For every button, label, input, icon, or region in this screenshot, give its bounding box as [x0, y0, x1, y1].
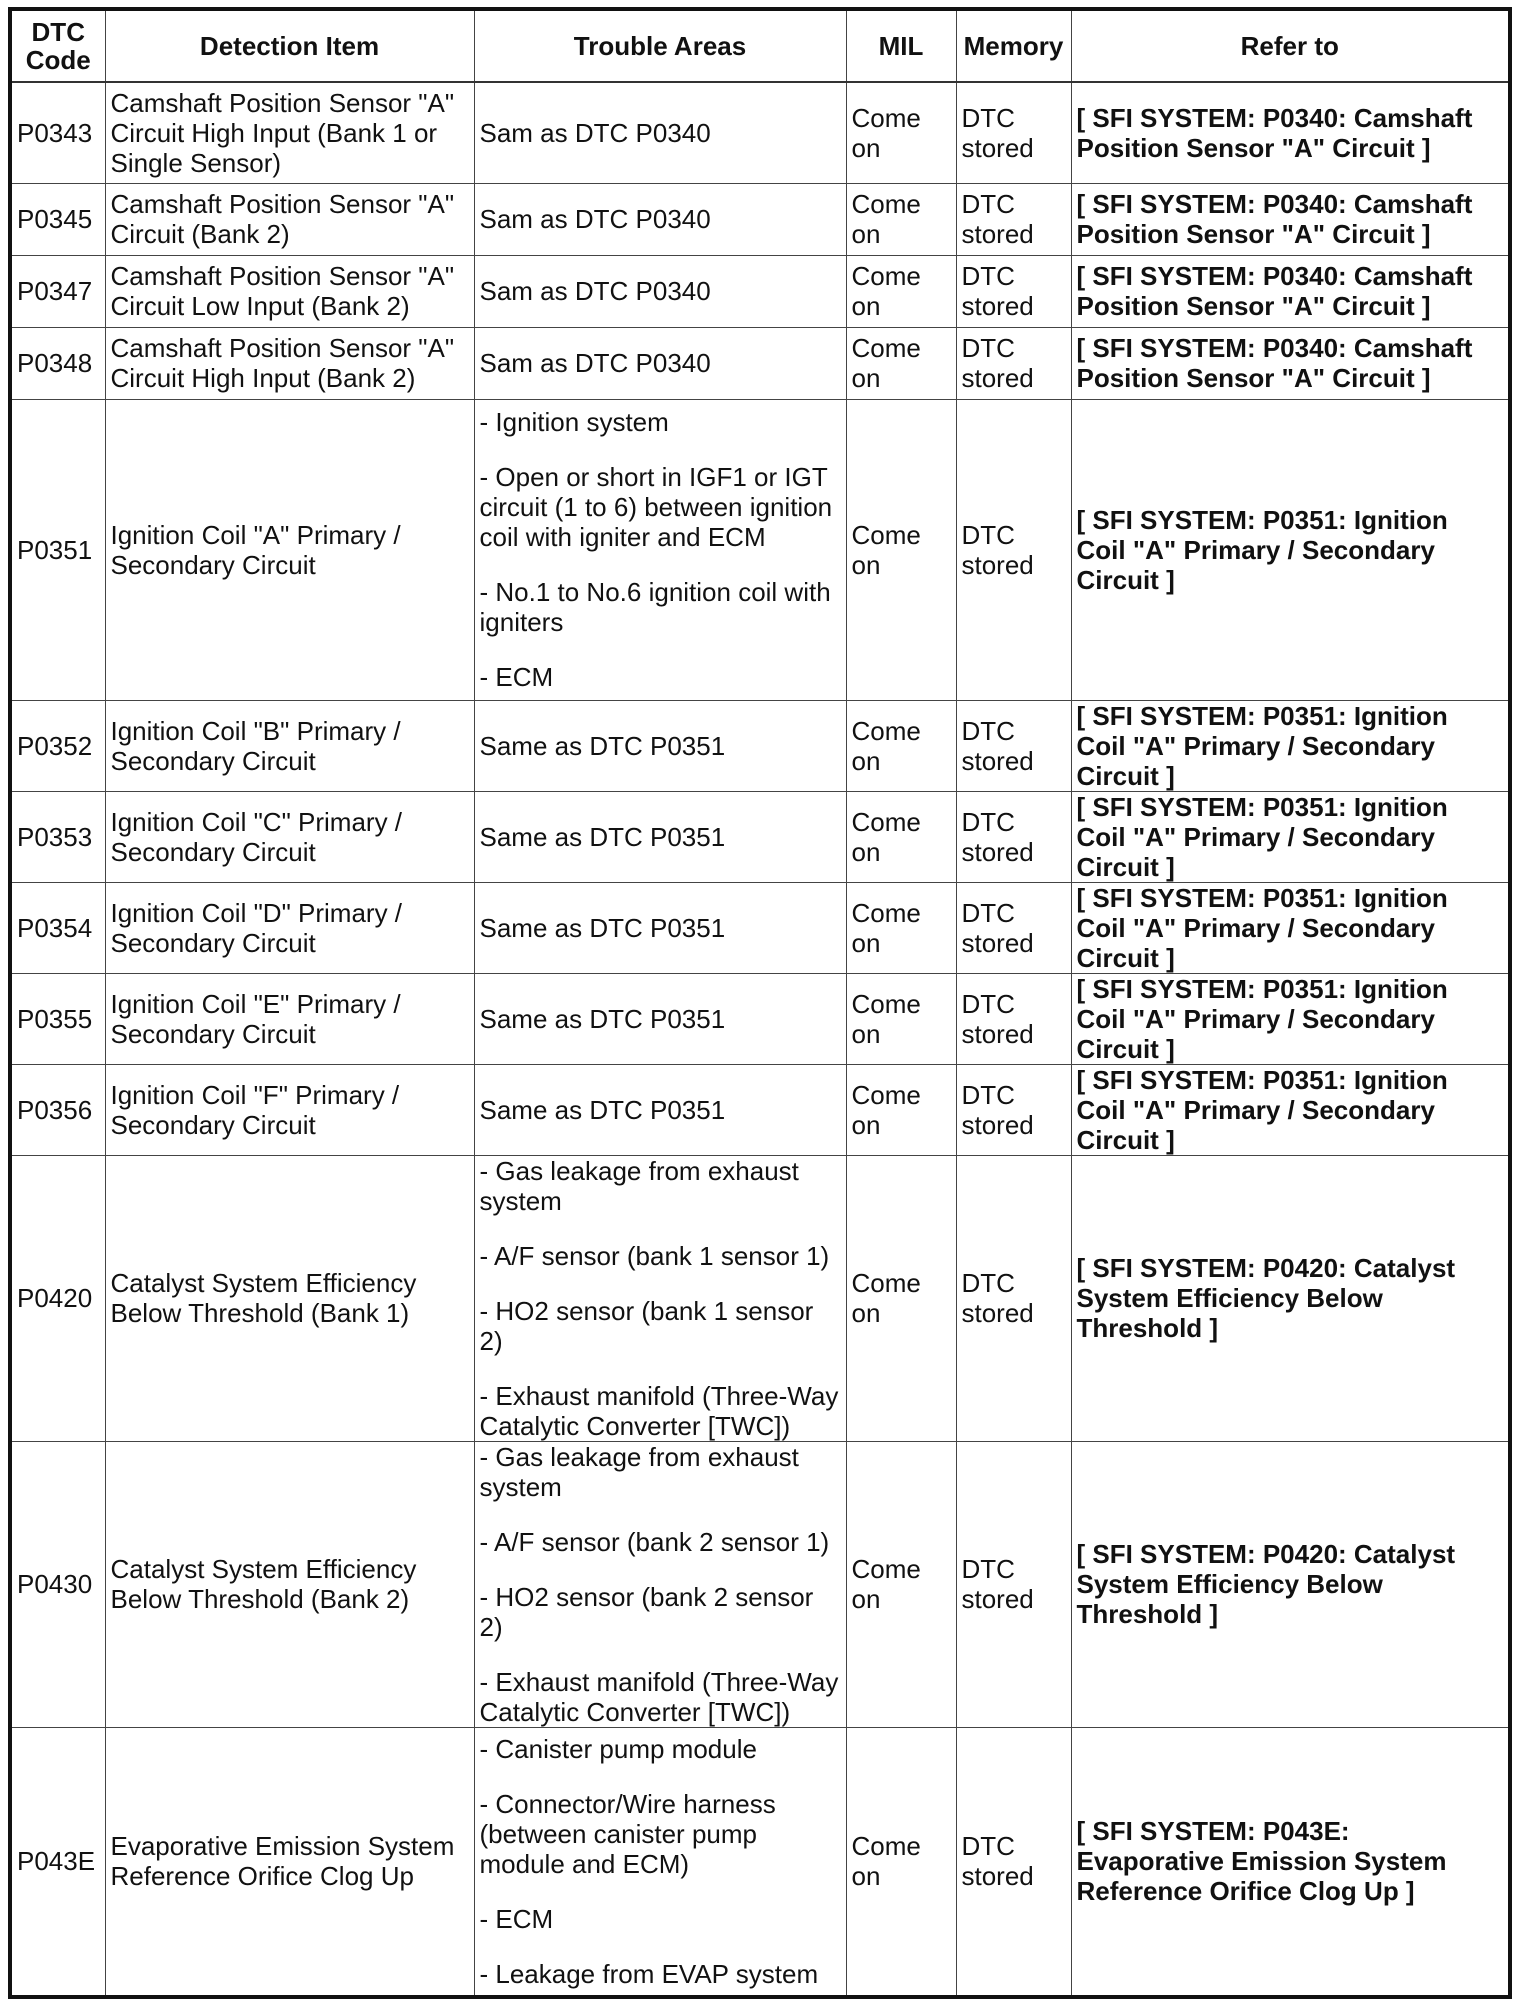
refer-to-cell: [ SFI SYSTEM: P0420: Catalyst System Efficiency Below Threshold ]	[1071, 1441, 1510, 1727]
table-row	[10, 1441, 1510, 1727]
memory-cell: DTC stored	[956, 82, 1071, 183]
dtc-code-cell: P0351	[10, 399, 105, 700]
dtc-code-cell: P0356	[10, 1064, 105, 1155]
mil-cell: Come on	[846, 791, 956, 882]
trouble-areas-cell	[474, 973, 846, 1064]
trouble-area-entry: Sam as DTC P0340	[479, 276, 711, 306]
trouble-areas-cell	[474, 700, 846, 791]
memory-cell: DTC stored	[956, 1441, 1071, 1727]
detection-item-cell: Evaporative Emission System Reference Orifice Clog Up	[105, 1727, 474, 1997]
detection-item-cell: Ignition Coil "F" Primary / Secondary Circuit	[105, 1064, 474, 1155]
memory-cell: DTC stored	[956, 882, 1071, 973]
detection-item-cell: Camshaft Position Sensor "A" Circuit Low Input (Bank 2)	[105, 255, 474, 327]
trouble-area-entry: - Exhaust manifold (Three-Way Catalytic Converter [TWC])	[479, 1380, 839, 1441]
trouble-area-entry: - HO2 sensor (bank 1 sensor 2)	[479, 1295, 814, 1356]
trouble-area-entry: - Open or short in IGF1 or IGT circuit (1 to 6) between ignition coil with igniter and ECM	[479, 462, 833, 552]
trouble-areas-cell	[474, 82, 846, 183]
detection-item-cell: Camshaft Position Sensor "A" Circuit (Bank 2)	[105, 183, 474, 255]
mil-cell: Come on	[846, 399, 956, 700]
memory-cell: DTC stored	[956, 183, 1071, 255]
memory-cell: DTC stored	[956, 1155, 1071, 1441]
trouble-areas-cell	[474, 327, 846, 399]
detection-item-cell: Camshaft Position Sensor "A" Circuit High Input (Bank 1 or Single Sensor)	[105, 82, 474, 183]
dtc-code-cell: P0347	[10, 255, 105, 327]
trouble-areas-cell	[474, 1727, 846, 1997]
trouble-areas-cell	[474, 399, 846, 700]
table-row	[10, 1064, 1510, 1155]
trouble-area-entry: Sam as DTC P0340	[479, 204, 711, 234]
trouble-area-entry: - Leakage from EVAP system	[479, 1958, 819, 1989]
refer-to-cell: [ SFI SYSTEM: P0351: Ignition Coil "A" Primary / Secondary Circuit ]	[1071, 399, 1510, 700]
header-refer-to: Refer to	[1071, 9, 1510, 82]
mil-cell: Come on	[846, 882, 956, 973]
header-trouble-areas: Trouble Areas	[474, 9, 846, 82]
table-row	[10, 973, 1510, 1064]
trouble-areas-cell	[474, 1155, 846, 1441]
table-row	[10, 882, 1510, 973]
trouble-area-entry: Same as DTC P0351	[479, 1003, 726, 1034]
memory-cell: DTC stored	[956, 255, 1071, 327]
trouble-areas-cell	[474, 255, 846, 327]
table-row	[10, 1155, 1510, 1441]
detection-item-cell: Camshaft Position Sensor "A" Circuit High Input (Bank 2)	[105, 327, 474, 399]
dtc-code-cell: P0353	[10, 791, 105, 882]
header-dtc-code: DTC Code	[10, 9, 105, 82]
trouble-area-entry: - Gas leakage from exhaust system	[479, 1441, 799, 1502]
trouble-area-entry: - A/F sensor (bank 1 sensor 1)	[479, 1240, 830, 1271]
trouble-areas-cell	[474, 1441, 846, 1727]
trouble-area-entry: - Exhaust manifold (Three-Way Catalytic Converter [TWC])	[479, 1666, 839, 1727]
header-detection-item: Detection Item	[105, 9, 474, 82]
dtc-table-page	[8, 7, 1508, 1999]
trouble-area-entry: - Connector/Wire harness (between canister pump module and ECM)	[479, 1788, 776, 1879]
refer-to-cell: [ SFI SYSTEM: P0340: Camshaft Position Sensor "A" Circuit ]	[1071, 183, 1510, 255]
refer-to-cell: [ SFI SYSTEM: P0340: Camshaft Position Sensor "A" Circuit ]	[1071, 255, 1510, 327]
trouble-area-entry: - Canister pump module	[479, 1733, 757, 1764]
header-memory: Memory	[956, 9, 1071, 82]
detection-item-cell: Ignition Coil "C" Primary / Secondary Circuit	[105, 791, 474, 882]
refer-to-cell: [ SFI SYSTEM: P0351: Ignition Coil "A" Primary / Secondary Circuit ]	[1071, 973, 1510, 1064]
table-row	[10, 82, 1510, 183]
trouble-areas-cell	[474, 183, 846, 255]
trouble-areas-cell	[474, 882, 846, 973]
mil-cell: Come on	[846, 700, 956, 791]
table-row	[10, 1727, 1510, 1997]
table-row	[10, 399, 1510, 700]
dtc-code-cell: P0420	[10, 1155, 105, 1441]
memory-cell: DTC stored	[956, 399, 1071, 700]
detection-item-cell: Catalyst System Efficiency Below Threshold (Bank 1)	[105, 1155, 474, 1441]
trouble-area-entry: - Gas leakage from exhaust system	[479, 1155, 799, 1216]
trouble-area-entry: - ECM	[479, 662, 554, 692]
memory-cell: DTC stored	[956, 791, 1071, 882]
refer-to-cell: [ SFI SYSTEM: P0340: Camshaft Position Sensor "A" Circuit ]	[1071, 327, 1510, 399]
trouble-area-entry: Same as DTC P0351	[479, 912, 726, 943]
mil-cell: Come on	[846, 255, 956, 327]
trouble-areas-cell	[474, 1064, 846, 1155]
trouble-area-entry: - A/F sensor (bank 2 sensor 1)	[479, 1526, 830, 1557]
refer-to-cell: [ SFI SYSTEM: P0351: Ignition Coil "A" Primary / Secondary Circuit ]	[1071, 791, 1510, 882]
table-row	[10, 327, 1510, 399]
mil-cell: Come on	[846, 973, 956, 1064]
refer-to-cell: [ SFI SYSTEM: P043E: Evaporative Emission System Reference Orifice Clog Up ]	[1071, 1727, 1510, 1997]
memory-cell: DTC stored	[956, 327, 1071, 399]
dtc-code-cell: P0352	[10, 700, 105, 791]
dtc-code-cell: P0354	[10, 882, 105, 973]
dtc-code-cell: P0348	[10, 327, 105, 399]
trouble-area-entry: Sam as DTC P0340	[479, 348, 711, 378]
dtc-code-cell: P0343	[10, 82, 105, 183]
mil-cell: Come on	[846, 1441, 956, 1727]
table-body	[10, 82, 1510, 1997]
refer-to-cell: [ SFI SYSTEM: P0351: Ignition Coil "A" Primary / Secondary Circuit ]	[1071, 700, 1510, 791]
header-mil: MIL	[846, 9, 956, 82]
detection-item-cell: Ignition Coil "B" Primary / Secondary Circuit	[105, 700, 474, 791]
dtc-code-cell: P043E	[10, 1727, 105, 1997]
detection-item-cell: Ignition Coil "A" Primary / Secondary Circuit	[105, 399, 474, 700]
mil-cell: Come on	[846, 1727, 956, 1997]
refer-to-cell: [ SFI SYSTEM: P0351: Ignition Coil "A" Primary / Secondary Circuit ]	[1071, 1064, 1510, 1155]
mil-cell: Come on	[846, 183, 956, 255]
dtc-table	[8, 7, 1512, 1999]
trouble-areas-cell	[474, 791, 846, 882]
detection-item-cell: Ignition Coil "D" Primary / Secondary Circuit	[105, 882, 474, 973]
trouble-area-entry: - Ignition system	[479, 407, 669, 437]
table-row	[10, 183, 1510, 255]
detection-item-cell: Ignition Coil "E" Primary / Secondary Circuit	[105, 973, 474, 1064]
trouble-area-entry: - HO2 sensor (bank 2 sensor 2)	[479, 1581, 814, 1642]
dtc-code-cell: P0355	[10, 973, 105, 1064]
dtc-code-cell: P0345	[10, 183, 105, 255]
refer-to-cell: [ SFI SYSTEM: P0351: Ignition Coil "A" Primary / Secondary Circuit ]	[1071, 882, 1510, 973]
header-row	[10, 9, 1510, 82]
mil-cell: Come on	[846, 1064, 956, 1155]
table-row	[10, 700, 1510, 791]
trouble-area-entry: Sam as DTC P0340	[479, 117, 711, 148]
refer-to-cell: [ SFI SYSTEM: P0340: Camshaft Position Sensor "A" Circuit ]	[1071, 82, 1510, 183]
table-row	[10, 791, 1510, 882]
mil-cell: Come on	[846, 327, 956, 399]
dtc-code-cell: P0430	[10, 1441, 105, 1727]
memory-cell: DTC stored	[956, 973, 1071, 1064]
table-row	[10, 255, 1510, 327]
trouble-area-entry: - No.1 to No.6 ignition coil with igniters	[479, 577, 831, 637]
detection-item-cell: Catalyst System Efficiency Below Threshold (Bank 2)	[105, 1441, 474, 1727]
memory-cell: DTC stored	[956, 1064, 1071, 1155]
mil-cell: Come on	[846, 1155, 956, 1441]
memory-cell: DTC stored	[956, 700, 1071, 791]
trouble-area-entry: Same as DTC P0351	[479, 730, 726, 761]
trouble-area-entry: Same as DTC P0351	[479, 821, 726, 852]
memory-cell: DTC stored	[956, 1727, 1071, 1997]
refer-to-cell: [ SFI SYSTEM: P0420: Catalyst System Efficiency Below Threshold ]	[1071, 1155, 1510, 1441]
trouble-area-entry: Same as DTC P0351	[479, 1094, 726, 1125]
trouble-area-entry: - ECM	[479, 1903, 554, 1934]
mil-cell: Come on	[846, 82, 956, 183]
